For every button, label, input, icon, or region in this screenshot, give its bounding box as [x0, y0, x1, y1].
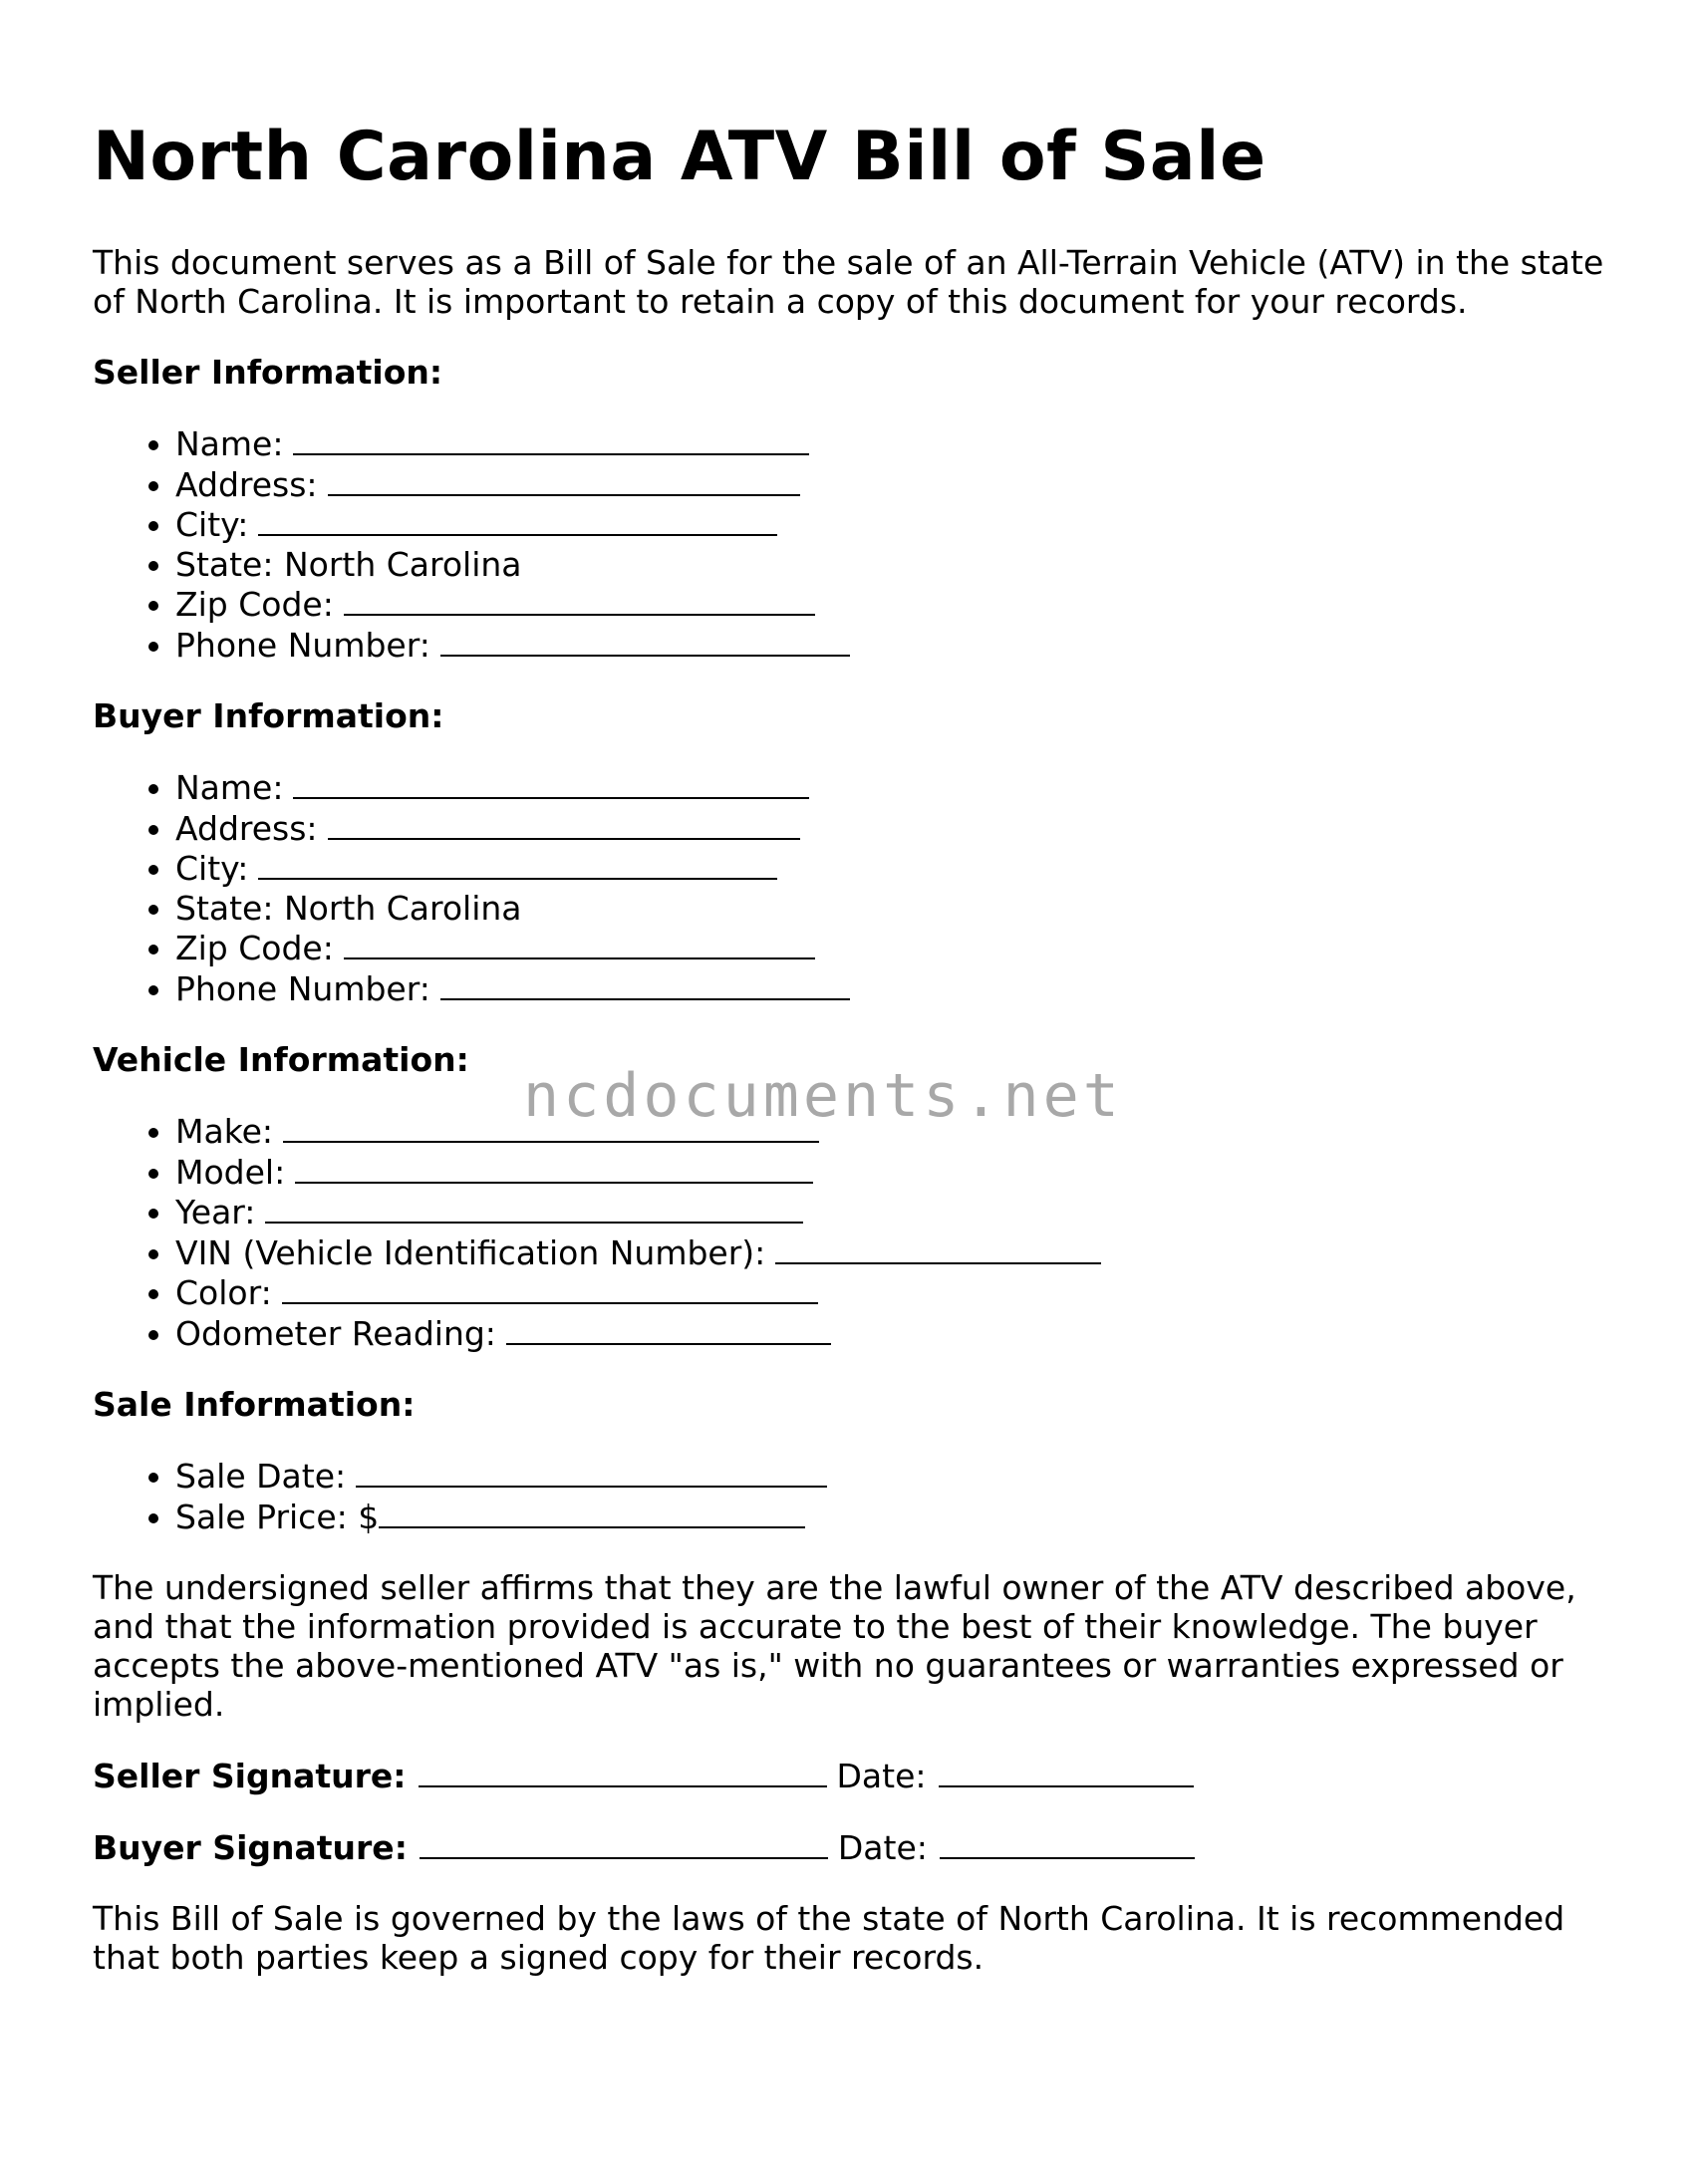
field-label: Model: — [175, 1152, 286, 1192]
watermark-text: ncdocuments.net — [523, 1061, 1123, 1131]
seller-signature-blank[interactable] — [419, 1756, 827, 1787]
sale-heading: Sale Information: — [93, 1385, 416, 1424]
field-label: Name: — [175, 424, 284, 463]
seller-city-blank[interactable] — [258, 504, 777, 536]
buyer-city-field — [175, 848, 1607, 889]
field-label: City: — [175, 849, 249, 888]
vehicle-vin-field — [175, 1232, 1607, 1273]
field-label: Year: — [175, 1193, 256, 1231]
buyer-name-field — [175, 767, 1607, 808]
field-label: VIN (Vehicle Identification Number): — [175, 1232, 766, 1272]
vehicle-odometer-field — [175, 1313, 1607, 1354]
seller-state-field: • State: North Carolina — [175, 545, 1607, 585]
sale-price-blank[interactable] — [379, 1497, 805, 1528]
field-label: City: — [175, 505, 249, 544]
sale-date-field — [175, 1456, 1607, 1497]
vehicle-model-field — [175, 1152, 1607, 1193]
buyer-zip-blank[interactable] — [344, 928, 815, 959]
buyer-state-field: • State: North Carolina — [175, 889, 1607, 929]
buyer-phone-blank[interactable] — [440, 968, 850, 1000]
field-label: Zip Code: — [175, 929, 334, 967]
field-label: Color: — [175, 1273, 272, 1312]
buyer-date-label: Date: — [837, 1828, 928, 1867]
seller-address-field — [175, 464, 1607, 505]
field-label: Zip Code: — [175, 585, 334, 624]
buyer-address-blank[interactable] — [328, 808, 800, 840]
field-label: Odometer Reading: — [175, 1313, 496, 1353]
vehicle-model-blank[interactable] — [295, 1152, 813, 1184]
seller-name-field — [175, 423, 1607, 464]
sale-date-blank[interactable] — [356, 1456, 827, 1488]
buyer-heading: Buyer Information: — [93, 696, 444, 735]
vehicle-year-field — [175, 1192, 1607, 1232]
buyer-city-blank[interactable] — [258, 848, 777, 880]
field-label: Sale Price: $ — [175, 1497, 380, 1536]
document-title: North Carolina ATV Bill of Sale — [93, 118, 1266, 196]
intro-paragraph: This document serves as a Bill of Sale for the sale of an All-Terrain Vehicle (ATV) in the state of North Carolina. It is important to retain a copy of this document for your records. — [93, 243, 1604, 321]
vehicle-vin-blank[interactable] — [775, 1232, 1101, 1264]
field-label: Make: — [175, 1112, 274, 1151]
seller-heading: Seller Information: — [93, 353, 443, 392]
seller-signature-label: Seller Signature: — [93, 1757, 407, 1795]
seller-zip-field — [175, 584, 1607, 625]
seller-date-label: Date: — [836, 1757, 927, 1795]
field-label: Address: — [175, 808, 318, 848]
seller-city-field — [175, 504, 1607, 545]
buyer-phone-field — [175, 968, 1607, 1009]
buyer-date-blank[interactable] — [940, 1827, 1195, 1859]
buyer-signature-label: Buyer Signature: — [93, 1828, 408, 1867]
seller-signature-row — [93, 1756, 1607, 1795]
seller-zip-blank[interactable] — [344, 584, 815, 616]
closing-paragraph: This Bill of Sale is governed by the laws of the state of North Carolina. It is recommended that both parties keep a signed copy for their records. — [93, 1899, 1565, 1977]
affirmation-paragraph: The undersigned seller affirms that they are the lawful owner of the ATV described above, and that the information provided is accurate to the best of their knowledge. The buyer accepts the above-mentioned ATV "as is," with no guarantees or warranties expressed or implied. — [93, 1568, 1576, 1724]
seller-phone-field — [175, 625, 1607, 666]
sale-price-field — [175, 1497, 1607, 1537]
buyer-fields — [93, 767, 1607, 1008]
sale-fields — [93, 1456, 1607, 1536]
field-label: Phone Number: — [175, 968, 430, 1008]
seller-address-blank[interactable] — [328, 464, 800, 496]
seller-date-blank[interactable] — [939, 1756, 1194, 1787]
vehicle-odometer-blank[interactable] — [506, 1313, 831, 1345]
vehicle-heading: Vehicle Information: — [93, 1040, 469, 1079]
buyer-name-blank[interactable] — [293, 767, 809, 799]
field-label: Address: — [175, 464, 318, 504]
field-label: Name: — [175, 768, 284, 807]
document-page — [93, 112, 1607, 2009]
seller-name-blank[interactable] — [293, 423, 809, 455]
buyer-address-field — [175, 808, 1607, 849]
field-label: Phone Number: — [175, 625, 430, 665]
vehicle-color-field — [175, 1272, 1607, 1313]
buyer-signature-row — [93, 1827, 1607, 1867]
seller-fields — [93, 423, 1607, 665]
seller-phone-blank[interactable] — [440, 625, 850, 657]
field-label: Sale Date: — [175, 1457, 347, 1496]
vehicle-year-blank[interactable] — [265, 1192, 803, 1224]
buyer-zip-field — [175, 928, 1607, 968]
vehicle-fields — [93, 1111, 1607, 1353]
vehicle-color-blank[interactable] — [282, 1272, 818, 1304]
buyer-signature-blank[interactable] — [420, 1827, 828, 1859]
